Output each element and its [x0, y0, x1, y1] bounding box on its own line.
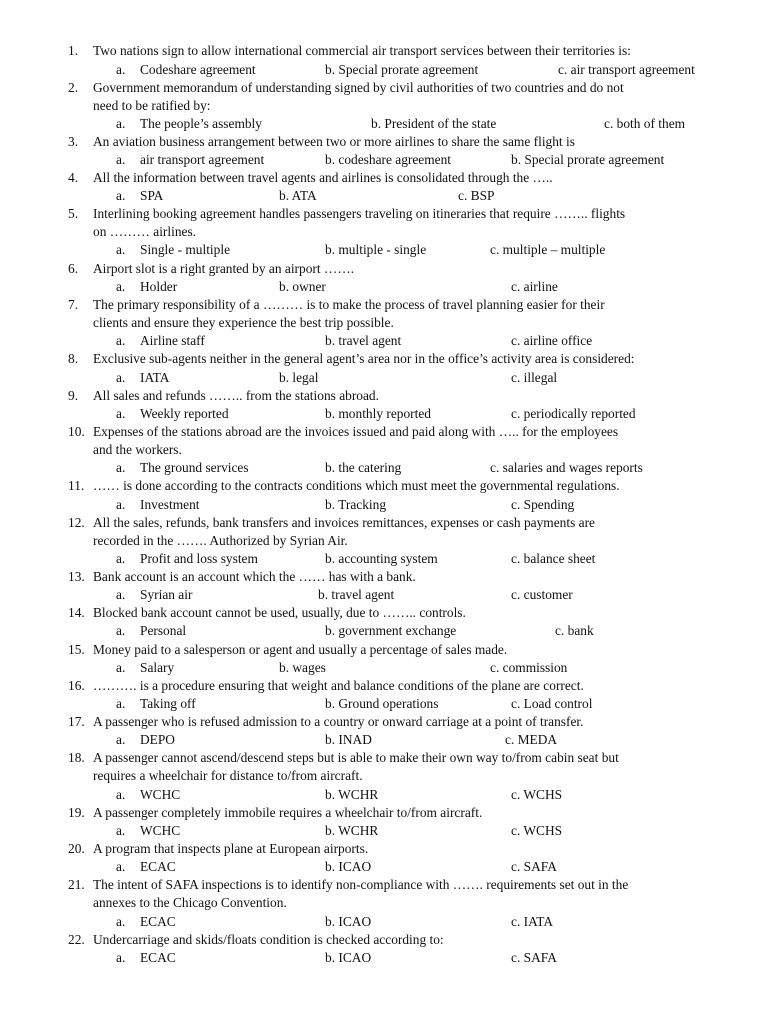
question-line — [0, 767, 768, 785]
question-line — [0, 314, 768, 332]
options-row — [0, 496, 768, 514]
answer-option[interactable]: Codeshare agreement — [140, 62, 256, 77]
answer-option[interactable]: Taking off — [140, 696, 196, 711]
question-line — [0, 894, 768, 912]
answer-option[interactable]: b. travel agent — [318, 587, 395, 602]
question-text-1: Two nations sign to allow international commercial air transport services between their territories is: — [93, 43, 631, 58]
answer-option[interactable]: c. Load control — [511, 696, 593, 711]
question-number: 6. — [68, 261, 79, 276]
question-number: 7. — [68, 297, 79, 312]
options-row — [0, 115, 768, 133]
answer-option[interactable]: c. SAFA — [511, 859, 557, 874]
question-text-7: The primary responsibility of a ……… is to make the process of travel planning easier for their — [93, 297, 605, 312]
options-row — [0, 459, 768, 477]
answer-option[interactable]: air transport agreement — [140, 152, 265, 167]
option-letter: a. — [116, 152, 126, 167]
question-text-12: All the sales, refunds, bank transfers and invoices remittances, expenses or cash payments are — [93, 515, 595, 530]
answer-option[interactable]: WCHC — [140, 787, 181, 802]
answer-option[interactable]: b. Tracking — [325, 497, 387, 512]
answer-option[interactable]: b. INAD — [325, 732, 372, 747]
answer-option[interactable]: b. Ground operations — [325, 696, 439, 711]
option-letter: a. — [116, 787, 126, 802]
options-row — [0, 949, 768, 967]
answer-option[interactable]: b. monthly reported — [325, 406, 431, 421]
question-text-18: A passenger cannot ascend/descend steps but is able to make their own way to/from cabin seat but — [93, 750, 619, 765]
question-text-13: Bank account is an account which the …… has with a bank. — [93, 569, 416, 584]
option-letter: a. — [116, 279, 126, 294]
question-text-22: Undercarriage and skids/floats condition is checked according to: — [93, 932, 444, 947]
option-letter: a. — [116, 551, 126, 566]
question-number: 1. — [68, 43, 79, 58]
option-letter: a. — [116, 460, 126, 475]
answer-option[interactable]: c. customer — [511, 587, 573, 602]
question-line — [0, 169, 768, 187]
question-line — [0, 568, 768, 586]
answer-option[interactable]: The ground services — [140, 460, 249, 475]
answer-option[interactable]: c. illegal — [511, 370, 558, 385]
option-letter: a. — [116, 823, 126, 838]
option-letter: a. — [116, 732, 126, 747]
option-letter: a. — [116, 406, 126, 421]
option-letter: a. — [116, 333, 126, 348]
question-text-18: requires a wheelchair for distance to/from aircraft. — [93, 768, 363, 783]
options-row — [0, 659, 768, 677]
answer-option[interactable]: c. SAFA — [511, 950, 557, 965]
answer-option[interactable]: c. both of them — [604, 116, 686, 131]
answer-option[interactable]: b. multiple - single — [325, 242, 427, 257]
answer-option[interactable]: b. government exchange — [325, 623, 457, 638]
question-number: 16. — [68, 678, 85, 693]
question-number: 12. — [68, 515, 85, 530]
answer-option[interactable]: Salary — [140, 660, 175, 675]
answer-option[interactable]: Holder — [140, 279, 178, 294]
answer-option[interactable]: c. airline office — [511, 333, 593, 348]
question-text-4: All the information between travel agents and airlines is consolidated through the ….. — [93, 170, 553, 185]
answer-option[interactable]: IATA — [140, 370, 170, 385]
option-letter: a. — [116, 587, 126, 602]
answer-option[interactable]: c. Spending — [511, 497, 575, 512]
question-line — [0, 350, 768, 368]
options-row — [0, 278, 768, 296]
answer-option[interactable]: b. Special prorate agreement — [325, 62, 479, 77]
answer-option[interactable]: Personal — [140, 623, 187, 638]
question-number: 20. — [68, 841, 85, 856]
question-text-21: annexes to the Chicago Convention. — [93, 895, 287, 910]
question-number: 14. — [68, 605, 85, 620]
option-letter: a. — [116, 370, 126, 385]
option-letter: a. — [116, 950, 126, 965]
question-text-8: Exclusive sub-agents neither in the general agent’s area nor in the office’s activity area is considered: — [93, 351, 635, 366]
answer-option[interactable]: c. IATA — [511, 914, 554, 929]
question-number: 21. — [68, 877, 85, 892]
question-text-16: ………. is a procedure ensuring that weight and balance conditions of the plane are correct. — [93, 678, 584, 693]
answer-option[interactable]: b. accounting system — [325, 551, 438, 566]
answer-option[interactable]: c. WCHS — [511, 787, 563, 802]
question-number: 9. — [68, 388, 79, 403]
options-row — [0, 731, 768, 749]
question-text-2: Government memorandum of understanding signed by civil authorities of two countries and do not — [93, 80, 624, 95]
options-row — [0, 550, 768, 568]
question-text-6: Airport slot is a right granted by an airport ……. — [93, 261, 355, 276]
question-line — [0, 133, 768, 151]
answer-option[interactable]: Profit and loss system — [140, 551, 258, 566]
question-number: 8. — [68, 351, 79, 366]
answer-option[interactable]: ECAC — [140, 859, 176, 874]
question-line — [0, 477, 768, 495]
option-letter: a. — [116, 188, 126, 203]
answer-option[interactable]: Investment — [140, 497, 200, 512]
answer-option[interactable]: c. BSP — [458, 188, 495, 203]
answer-option[interactable]: Syrian air — [140, 587, 193, 602]
question-line — [0, 840, 768, 858]
question-number: 5. — [68, 206, 79, 221]
answer-option[interactable]: c. WCHS — [511, 823, 563, 838]
question-line — [0, 387, 768, 405]
answer-option[interactable]: b. WCHR — [325, 787, 379, 802]
answer-option[interactable]: DEPO — [140, 732, 175, 747]
question-text-7: clients and ensure they experience the best trip possible. — [93, 315, 394, 330]
question-text-10: Expenses of the stations abroad are the invoices issued and paid along with ….. for the employees — [93, 424, 619, 439]
answer-option[interactable]: ECAC — [140, 950, 176, 965]
question-text-12: recorded in the ……. Authorized by Syrian Air. — [93, 533, 348, 548]
answer-option[interactable]: b. ICAO — [325, 859, 372, 874]
question-line — [0, 42, 768, 60]
question-line — [0, 260, 768, 278]
answer-option[interactable]: c. multiple – multiple — [490, 242, 606, 257]
question-line — [0, 514, 768, 532]
options-row — [0, 913, 768, 931]
question-number: 15. — [68, 642, 85, 657]
options-row — [0, 786, 768, 804]
option-letter: a. — [116, 914, 126, 929]
question-line — [0, 876, 768, 894]
answer-option[interactable]: b. the catering — [325, 460, 402, 475]
answer-option[interactable]: b. ICAO — [325, 950, 372, 965]
question-number: 13. — [68, 569, 85, 584]
answer-option[interactable]: b. ICAO — [325, 914, 372, 929]
question-line — [0, 97, 768, 115]
question-line — [0, 532, 768, 550]
question-line — [0, 223, 768, 241]
options-row — [0, 858, 768, 876]
question-line — [0, 641, 768, 659]
option-letter: a. — [116, 497, 126, 512]
option-letter: a. — [116, 660, 126, 675]
option-letter: a. — [116, 116, 126, 131]
question-text-21: The intent of SAFA inspections is to identify non-compliance with ……. requirements set out in the — [93, 877, 629, 892]
answer-option[interactable]: c. periodically reported — [511, 406, 636, 421]
answer-option[interactable]: Airline staff — [140, 333, 205, 348]
answer-option[interactable]: b. Special prorate agreement — [511, 152, 665, 167]
question-text-5: Interlining booking agreement handles passengers traveling on itineraries that require …….. flights — [93, 206, 626, 221]
question-line — [0, 79, 768, 97]
answer-option[interactable]: b. codeshare agreement — [325, 152, 452, 167]
question-line — [0, 441, 768, 459]
answer-option[interactable]: WCHC — [140, 823, 181, 838]
question-number: 19. — [68, 805, 85, 820]
answer-option[interactable]: b. WCHR — [325, 823, 379, 838]
question-number: 2. — [68, 80, 79, 95]
answer-option[interactable]: c. MEDA — [505, 732, 558, 747]
question-text-14: Blocked bank account cannot be used, usually, due to …….. controls. — [93, 605, 466, 620]
options-row — [0, 332, 768, 350]
question-line — [0, 423, 768, 441]
question-line — [0, 604, 768, 622]
answer-option[interactable]: c. salaries and wages reports — [490, 460, 643, 475]
answer-option[interactable]: c. commission — [490, 660, 568, 675]
question-text-17: A passenger who is refused admission to a country or onward carriage at a point of transfer. — [93, 714, 584, 729]
answer-option[interactable]: c. bank — [555, 623, 594, 638]
option-letter: a. — [116, 62, 126, 77]
question-number: 11. — [68, 478, 85, 493]
answer-option[interactable]: c. airline — [511, 279, 558, 294]
answer-option[interactable]: b. owner — [279, 279, 326, 294]
question-text-5: on ……… airlines. — [93, 224, 197, 239]
answer-option[interactable]: Weekly reported — [140, 406, 229, 421]
question-line — [0, 296, 768, 314]
answer-option[interactable]: c. balance sheet — [511, 551, 596, 566]
question-line — [0, 749, 768, 767]
question-number: 22. — [68, 932, 85, 947]
answer-option[interactable]: The people’s assembly — [140, 116, 262, 131]
question-text-19: A passenger completely immobile requires a wheelchair to/from aircraft. — [93, 805, 483, 820]
question-text-10: and the workers. — [93, 442, 182, 457]
question-text-2: need to be ratified by: — [93, 98, 211, 113]
question-number: 4. — [68, 170, 79, 185]
options-row — [0, 622, 768, 640]
answer-option[interactable]: SPA — [140, 188, 164, 203]
answer-option[interactable]: b. travel agent — [325, 333, 402, 348]
question-line — [0, 677, 768, 695]
question-text-11: …… is done according to the contracts conditions which must meet the governmental regulations. — [93, 478, 620, 493]
options-row — [0, 695, 768, 713]
question-line — [0, 931, 768, 949]
answer-option[interactable]: b. wages — [279, 660, 326, 675]
options-row — [0, 151, 768, 169]
answer-option[interactable]: b. legal — [279, 370, 319, 385]
question-number: 18. — [68, 750, 85, 765]
question-number: 17. — [68, 714, 85, 729]
options-row — [0, 241, 768, 259]
question-number: 10. — [68, 424, 85, 439]
question-text-20: A program that inspects plane at European airports. — [93, 841, 369, 856]
option-letter: a. — [116, 859, 126, 874]
options-row — [0, 822, 768, 840]
question-line — [0, 713, 768, 731]
answer-option[interactable]: ECAC — [140, 914, 176, 929]
option-letter: a. — [116, 623, 126, 638]
question-text-3: An aviation business arrangement between two or more airlines to share the same flight is — [93, 134, 575, 149]
options-row — [0, 405, 768, 423]
answer-option[interactable]: b. ATA — [279, 188, 317, 203]
answer-option[interactable]: Single - multiple — [140, 242, 231, 257]
option-letter: a. — [116, 696, 126, 711]
options-row — [0, 369, 768, 387]
options-row — [0, 187, 768, 205]
answer-option[interactable]: b. President of the state — [371, 116, 497, 131]
question-line — [0, 804, 768, 822]
option-letter: a. — [116, 242, 126, 257]
question-line — [0, 205, 768, 223]
options-row — [0, 586, 768, 604]
options-row — [0, 61, 768, 79]
answer-option[interactable]: c. air transport agreement — [558, 62, 695, 77]
question-text-9: All sales and refunds …….. from the stations abroad. — [93, 388, 379, 403]
question-number: 3. — [68, 134, 79, 149]
question-text-15: Money paid to a salesperson or agent and usually a percentage of sales made. — [93, 642, 508, 657]
